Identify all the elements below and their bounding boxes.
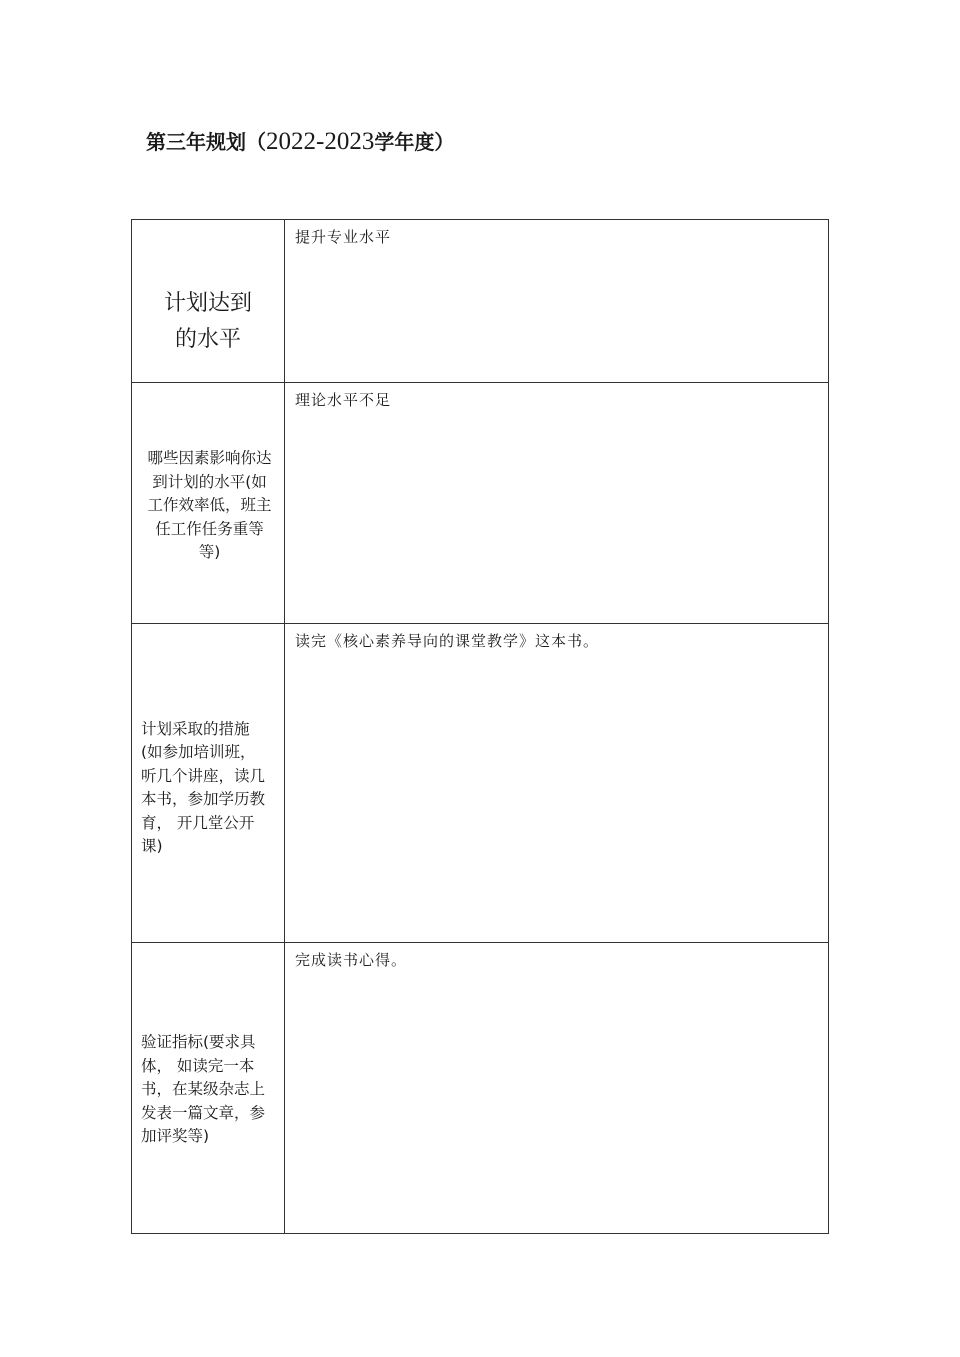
- label-line: 本书，参加学历教: [141, 790, 266, 808]
- table-row: [132, 383, 829, 624]
- label-line: 发表一篇文章，参: [141, 1103, 266, 1122]
- row-label-factors: [132, 383, 285, 624]
- label-line: 的水平: [174, 327, 241, 352]
- row-label-measures: [132, 624, 285, 943]
- label-line: 哪些因素影响你达: [147, 449, 272, 468]
- table-row: [132, 943, 829, 1234]
- label-line: 到计划的水平(如: [152, 472, 267, 491]
- title-years: 2022-2023: [266, 128, 375, 155]
- answer-text: 完成读书心得。: [295, 951, 408, 969]
- title-prefix: 第三年规划（: [146, 130, 266, 154]
- label-line: 工作效率低，班主: [147, 496, 272, 515]
- answer-cell-verification[interactable]: [285, 943, 829, 1234]
- label-line: 书，在某级杂志上: [141, 1080, 266, 1099]
- label-line: 验证指标(要求具: [141, 1033, 256, 1052]
- answer-text: 理论水平不足: [295, 391, 392, 409]
- label-line: 加评奖等): [141, 1127, 210, 1146]
- answer-cell-measures[interactable]: [285, 624, 829, 943]
- answer-text: 读完《核心素养导向的课堂教学》这本书。: [295, 632, 600, 650]
- row-label-verification: [132, 943, 285, 1234]
- label-line: 听几个讲座，读几: [141, 766, 266, 785]
- label-line: 计划采取的措施: [141, 719, 250, 738]
- label-line: 育， 开几堂公开: [141, 813, 255, 832]
- page-title: [146, 126, 454, 156]
- label-line: 体， 如读完一本: [141, 1056, 255, 1075]
- answer-cell-target-level[interactable]: [285, 220, 829, 383]
- answer-text: 提升专业水平: [295, 228, 392, 246]
- answer-cell-factors[interactable]: [285, 383, 829, 624]
- row-label-target-level: [132, 220, 285, 383]
- plan-table: [131, 219, 829, 1234]
- title-suffix: 学年度）: [374, 130, 455, 154]
- label-line: 任工作任务重等: [155, 519, 264, 538]
- label-line: 计划达到: [163, 291, 252, 316]
- label-line: 课): [141, 837, 163, 855]
- label-line: (如参加培训班，: [141, 743, 256, 761]
- table-row: [132, 220, 829, 383]
- label-line: 等): [198, 543, 221, 562]
- table-row: [132, 624, 829, 943]
